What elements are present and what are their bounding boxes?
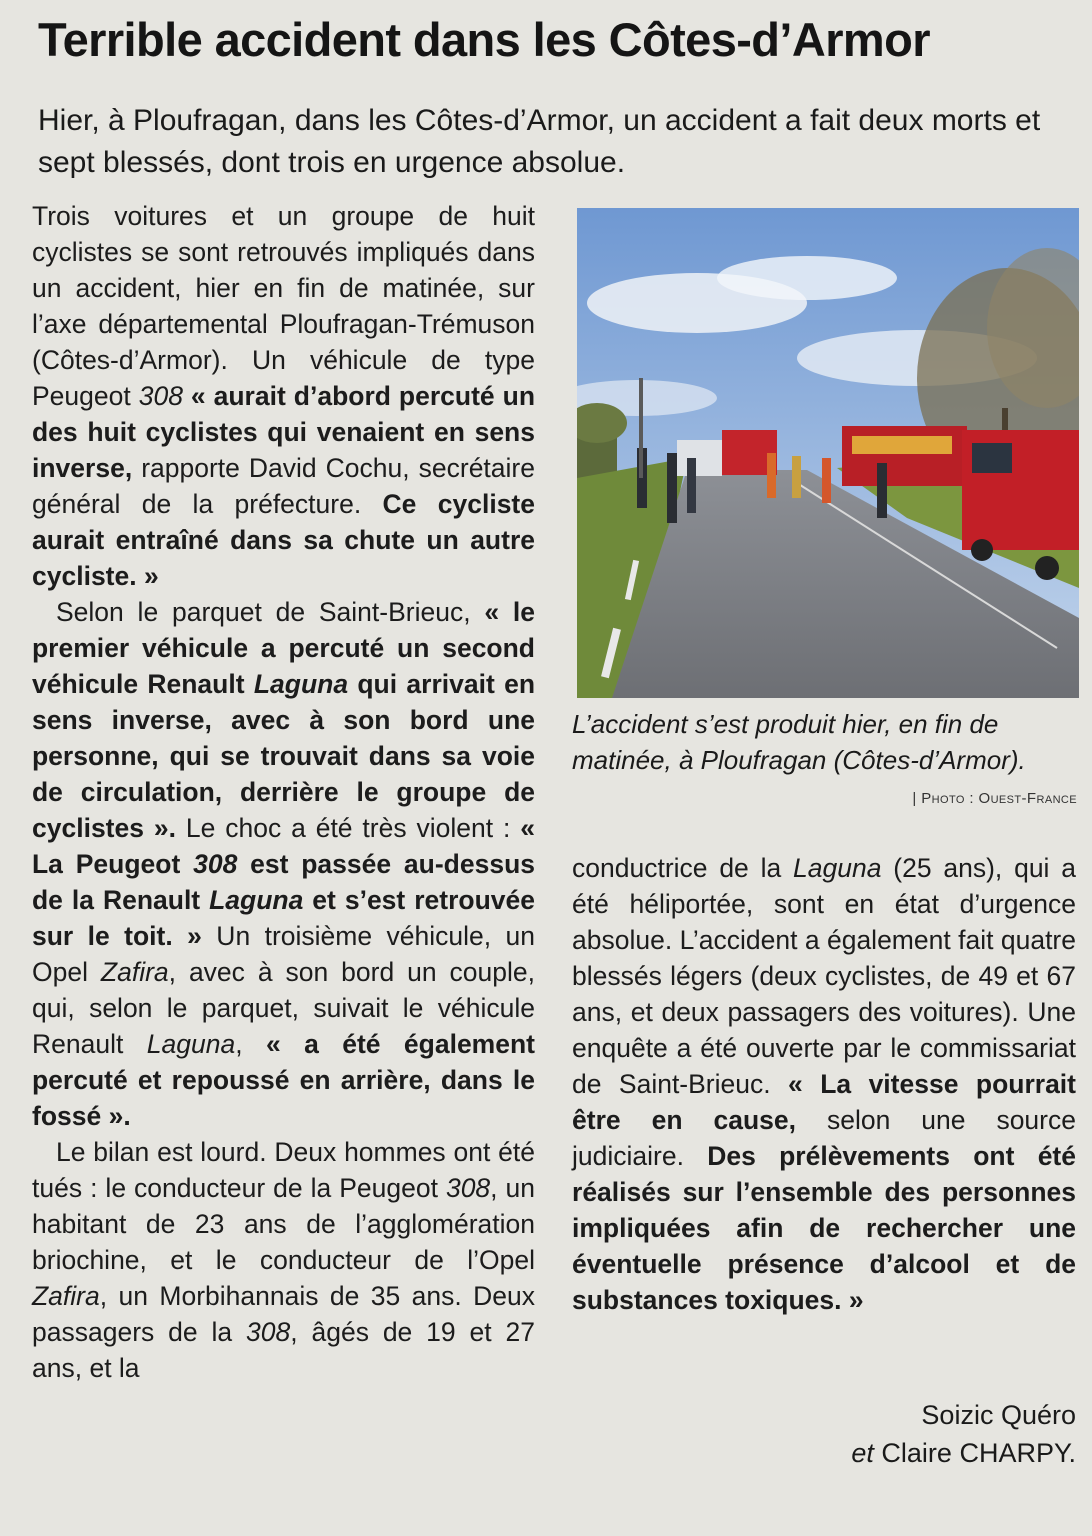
photo-credit: | Photo : Ouest-France (912, 790, 1077, 807)
p1-italic-1: 308 (138, 381, 183, 411)
headline: Terrible accident dans les Côtes-d’Armor (38, 13, 930, 66)
p2-bold-3: « La Peugeot (32, 813, 535, 879)
byline (700, 1396, 1076, 1472)
p3-text-4-continued: conductrice de la (572, 853, 794, 883)
p2-bold-1: « le premier véhicule a percuté un second véhicule Renault (32, 597, 535, 699)
accident-photo (577, 208, 1079, 698)
paragraph-1 (32, 198, 535, 594)
p3-text-6-visible: selon une source judiciaire. (572, 1105, 1076, 1171)
p2-text-1: Selon le parquet de Saint-Brieuc, (56, 597, 485, 627)
author-2: Claire CHARPY. (881, 1438, 1076, 1468)
p3-bold-2: Des prélèvements ont été réalisés sur l’ensemble des personnes impliquées afin de rechercher une éventuelle présence d’alcool et de substances toxiques. » (572, 1141, 1076, 1315)
photo-caption: L’accident s’est produit hier, en fin de matinée, à Ploufragan (Côtes-d’Armor). (572, 709, 1026, 775)
p2-italic-2: Laguna (146, 1029, 236, 1059)
p3-continuation (572, 853, 1076, 1315)
accident-scene-illustration (577, 208, 1079, 698)
p1-text-1: Trois voitures et un groupe de huit cyclistes se sont retrouvés impliqués dans un accident, hier en fin de matinée, sur l’axe départemental Ploufragan-Trémuson (Côtes-d’Armor). Un véhicule de type Peugeot (32, 201, 535, 411)
p2-italic-1: Zafira (100, 957, 169, 987)
p3-text-3: , un Morbihannais de 35 ans. Deux passagers de la (32, 1281, 535, 1347)
article-column-left (32, 198, 535, 1386)
p3-text-4: , âgés de 19 et 27 ans, et la (32, 1317, 535, 1383)
p2-bold-5: et s’est retrouvée sur le toit. » (32, 885, 535, 951)
byline-conjunction: et (851, 1438, 874, 1468)
p3-text-5: (25 ans), qui a été héliportée, sont en état d’urgence absolue. L’accident a également fait quatre blessés légers (deux cyclistes, de 49 et 67 ans, et deux passagers des voitures). Une enquête a été ouverte par le commissariat de Saint-Brieuc. (572, 853, 1076, 1099)
paragraph-3-continued (572, 850, 1076, 1318)
p2-bold-6: « a été également percuté et repoussé en arrière, dans le fossé ». (32, 1029, 535, 1131)
p2-text-2: Le choc a été très violent : (175, 813, 521, 843)
author-1: Soizic Quéro (921, 1400, 1076, 1430)
p3-text-1: Le bilan est lourd. Deux hommes ont été tués : le conducteur de la Peugeot (32, 1137, 535, 1203)
p2-bold-4: est passée au-dessus de la Renault (32, 849, 535, 915)
p3-bold-1: « La vitesse pourrait être en cause, (572, 1069, 1076, 1135)
p2-text-3: Un troisième véhicule, un Opel (32, 921, 535, 987)
p2-bold-italic-1: Laguna (253, 669, 349, 699)
p3-italic-2: Zafira (32, 1281, 100, 1311)
p3-italic-1: 308 (445, 1173, 491, 1203)
p2-bold-2: qui arrivait en sens inverse, avec à son bord une personne, qui se trouvait dans sa voie de circulation, derrière le groupe de cyclistes ». (32, 669, 536, 843)
p3-italic-3: 308 (246, 1317, 291, 1347)
lede: Hier, à Ploufragan, dans les Côtes-d’Armor, un accident a fait deux morts et sept blessés, dont trois en urgence absolue. (38, 104, 1041, 179)
p3-text-2: , un habitant de 23 ans de l’agglomération briochine, et le conducteur de l’Opel (32, 1173, 535, 1275)
p2-bold-italic-3: Laguna (209, 885, 304, 915)
p2-bold-italic-2: 308 (193, 849, 238, 879)
paragraph-3 (32, 1134, 535, 1386)
p1-bold-quote-2: Ce cycliste aurait entraîné dans sa chute un autre cycliste. » (32, 489, 535, 591)
paragraph-2 (32, 594, 535, 1134)
article-column-right (572, 850, 1076, 1318)
author-line-2 (700, 1434, 1076, 1472)
p2-text-5: , (235, 1029, 266, 1059)
p1-text-2: rapporte David Cochu, secrétaire général de la préfecture. (32, 453, 535, 519)
p2-text-4: , avec à son bord un couple, qui, selon le parquet, suivait le véhicule Renault (32, 957, 535, 1059)
p3-italic-4-visible: Laguna (793, 853, 882, 883)
p1-bold-quote-1: « aurait d’abord percuté un des huit cyclistes qui venaient en sens inverse, (32, 381, 536, 483)
